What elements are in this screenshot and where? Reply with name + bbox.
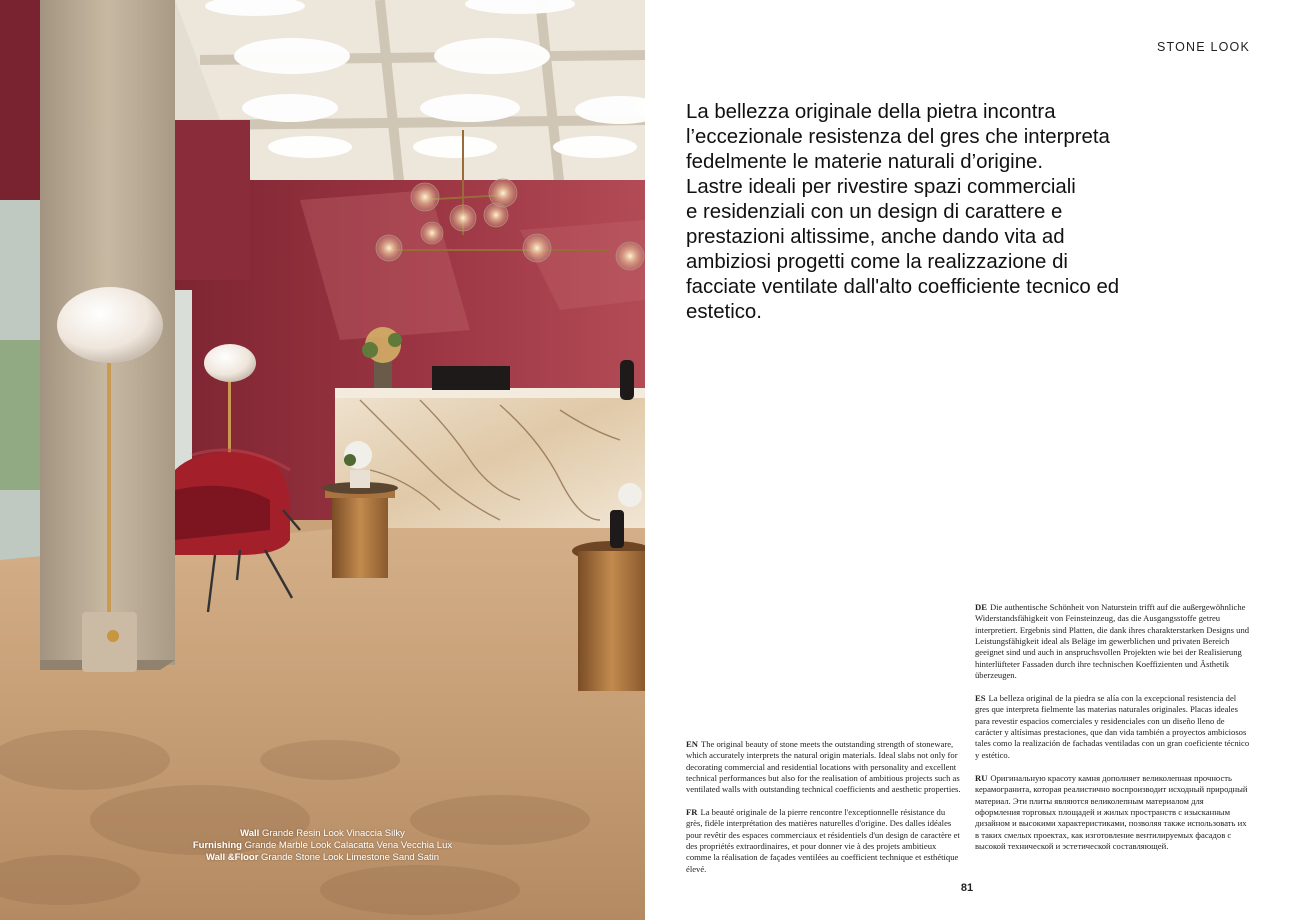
caption-label: Furnishing (192, 840, 242, 851)
interior-photo (0, 0, 645, 920)
caption-text: Grande Resin Look Vinaccia Silky (261, 828, 405, 839)
language-code: FR (686, 807, 698, 817)
interior-illustration (0, 0, 645, 920)
language-code: RU (975, 773, 988, 783)
paragraph-de (975, 602, 1250, 681)
photo-caption (150, 828, 495, 864)
paragraph-es (975, 693, 1250, 761)
caption-text: Grande Marble Look Calacatta Vena Vecchia Lux (244, 840, 453, 851)
headline-line: prestazioni altissime, anche dando vita ad (686, 226, 1065, 248)
headline-line: facciate ventilate dall'alto coefficiente tecnico ed (686, 276, 1120, 298)
paragraph-text: The original beauty of stone meets the outstanding strength of stoneware, which accurately interprets the natural origin materials. Ideal slabs not only for decorating commercial and residential locations with personality and excellent technical performances but also for the realisation of ambitious projects such as ventilated walls with outstanding technical coefficients and aesthetic properties. (686, 739, 961, 795)
caption-label: Wall &Floor (205, 852, 259, 863)
caption-row-furnishing (150, 840, 495, 852)
paragraph-text: La belleza original de la piedra se alía con la excepcional resistencia del gres que interpreta fielmente las materias naturales originales. Placas ideales para revestir espacios comerciales y residenciales con un diseño lleno de carácter y altísimas prestaciones, que dan vida también a proyectos ambiciosos tales como la realización de fachadas ventiladas con un gran coeficiente técnico y estético. (975, 693, 1250, 760)
section-label: STONE LOOK (1156, 40, 1250, 54)
caption-row-wall (150, 828, 495, 840)
headline-line: fedelmente le materie naturali d’origine. (686, 151, 1044, 173)
page-number: 81 (960, 882, 974, 894)
caption-label: Wall (240, 828, 260, 839)
paragraph-text: La beauté originale de la pierre rencontre l'exceptionnelle résistance du grès, fidèle interprétation des matières naturelles d'origine. Des dalles idéales pour revêtir des espaces commerciaux et résidentiels d'un design de caractère et des propriétés extraordinaires, et pour donner vie à des projets ambitieux comme la réalisation de façades ventilées au coefficient technique et esthétique élevé. (686, 807, 960, 874)
language-code: DE (975, 602, 987, 612)
paragraph-ru (975, 773, 1250, 852)
headline-line: l’eccezionale resistenza del gres che interpreta (686, 126, 1110, 148)
paragraph-text: Die authentische Schönheit von Naturstein trifft auf die außergewöhnliche Widerstandsfähigkeit von Feinsteinzeug, das die Ausgangsstoffe getreu interpretiert. Ergebnis sind Platten, die dank ihres charakterstarken Designs und Leistungsfähigkeit ideal als Beläge im gewerblichen und privaten Bereich geeignet sind und auch in anspruchsvollen Projekten wie bei der Realisierung hinterlüfteter Fassaden durch ihre technischen Koeffizienten und Ästhetik überzeugen. (975, 602, 1250, 681)
caption-row-wall-floor (150, 852, 495, 864)
headline-line: ambiziosi progetti come la realizzazione di (686, 251, 1068, 273)
paragraph-text: Оригинальную красоту камня дополняет великолепная прочность керамогранита, которая реалистично воспроизводит исходный природный материал. Эти плиты являются великолепным материалом для оформления торговых площадей и жилых пространств с изысканным дизайном и высокими характеристиками, позволяя также использовать их в таких смелых проектах, как изготовление вентилируемых фасадов с высокой технической и эстетической составляющей. (975, 773, 1248, 852)
headline (686, 100, 1226, 325)
headline-line: La bellezza originale della pietra incontra (686, 101, 1056, 123)
headline-line: Lastre ideali per rivestire spazi commerciali (686, 176, 1076, 198)
caption-text: Grande Stone Look Limestone Sand Satin (261, 852, 440, 863)
headline-line: estetico. (686, 301, 762, 323)
paragraph-en (686, 739, 961, 796)
paragraph-fr (686, 807, 961, 875)
language-code: EN (686, 739, 698, 749)
language-code: ES (975, 693, 986, 703)
headline-line: e residenziali con un design di carattere e (686, 201, 1063, 223)
